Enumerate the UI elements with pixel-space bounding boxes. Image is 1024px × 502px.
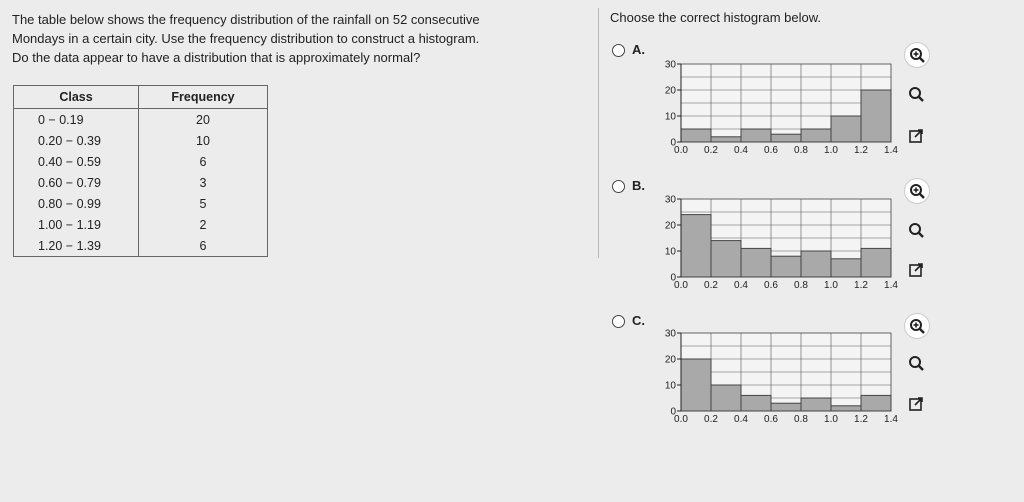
histogram-bar bbox=[741, 129, 771, 142]
x-tick-label: 1.4 bbox=[884, 414, 898, 425]
histogram-b bbox=[645, 191, 910, 297]
class-cell: 0.20 − 0.39 bbox=[14, 130, 139, 151]
frequency-cell: 3 bbox=[139, 172, 268, 193]
question-text bbox=[12, 10, 587, 67]
y-tick-label: 10 bbox=[664, 380, 676, 392]
histogram-bar bbox=[861, 90, 891, 142]
x-tick-label: 1.2 bbox=[854, 145, 868, 156]
frequency-cell: 6 bbox=[139, 151, 268, 172]
option-c-radio[interactable] bbox=[612, 315, 625, 328]
x-tick-label: 0.0 bbox=[674, 145, 688, 156]
frequency-cell: 2 bbox=[139, 214, 268, 235]
histogram-bar bbox=[741, 248, 771, 277]
histogram-bar bbox=[801, 129, 831, 142]
y-tick-label: 10 bbox=[664, 111, 676, 123]
class-cell: 0.80 − 0.99 bbox=[14, 193, 139, 214]
x-tick-label: 0.6 bbox=[764, 280, 778, 291]
x-tick-label: 0.4 bbox=[734, 280, 748, 291]
zoom-in-icon[interactable] bbox=[904, 313, 930, 339]
x-tick-label: 1.0 bbox=[824, 280, 838, 291]
histogram-bar bbox=[711, 241, 741, 277]
x-tick-label: 0.6 bbox=[764, 145, 778, 156]
y-tick-label: 30 bbox=[664, 59, 676, 71]
histogram-c bbox=[645, 325, 910, 431]
x-tick-label: 0.0 bbox=[674, 414, 688, 425]
zoom-out-icon[interactable] bbox=[904, 351, 930, 377]
histogram-bar bbox=[861, 395, 891, 411]
frequency-table bbox=[13, 85, 268, 257]
frequency-cell: 10 bbox=[139, 130, 268, 151]
x-tick-label: 0.4 bbox=[734, 145, 748, 156]
open-external-icon[interactable] bbox=[904, 392, 930, 418]
class-cell: 0 − 0.19 bbox=[14, 109, 139, 131]
question-line-1: The table below shows the frequency distribution of the rainfall on 52 consecutive bbox=[12, 12, 480, 27]
x-tick-label: 1.0 bbox=[824, 145, 838, 156]
x-tick-label: 0.8 bbox=[794, 280, 808, 291]
histogram-bar bbox=[681, 359, 711, 411]
table-row bbox=[14, 235, 268, 257]
histogram-bar bbox=[831, 259, 861, 277]
frequency-cell: 6 bbox=[139, 235, 268, 257]
x-tick-label: 0.2 bbox=[704, 145, 718, 156]
zoom-out-icon[interactable] bbox=[904, 82, 930, 108]
x-tick-label: 0.2 bbox=[704, 414, 718, 425]
histogram-bar bbox=[771, 403, 801, 411]
histogram-bar bbox=[711, 385, 741, 411]
panel-divider bbox=[598, 8, 599, 258]
zoom-out-icon[interactable] bbox=[904, 218, 930, 244]
option-a-label: A. bbox=[632, 42, 645, 57]
open-external-icon[interactable] bbox=[904, 124, 930, 150]
histogram-bar bbox=[741, 395, 771, 411]
x-tick-label: 0.8 bbox=[794, 414, 808, 425]
histogram-bar bbox=[681, 129, 711, 142]
x-tick-label: 0.0 bbox=[674, 280, 688, 291]
zoom-in-icon[interactable] bbox=[904, 42, 930, 68]
histogram-bar bbox=[771, 134, 801, 142]
question-line-2: Mondays in a certain city. Use the frequency distribution to construct a histogram. bbox=[12, 31, 480, 46]
y-tick-label: 30 bbox=[664, 194, 676, 206]
option-b-radio[interactable] bbox=[612, 180, 625, 193]
histogram-bar bbox=[831, 406, 861, 411]
table-row bbox=[14, 172, 268, 193]
option-c-label: C. bbox=[632, 313, 645, 328]
y-tick-label: 20 bbox=[664, 354, 676, 366]
y-tick-label: 30 bbox=[664, 328, 676, 340]
frequency-cell: 5 bbox=[139, 193, 268, 214]
x-tick-label: 0.2 bbox=[704, 280, 718, 291]
histogram-a bbox=[645, 56, 910, 162]
frequency-cell: 20 bbox=[139, 109, 268, 131]
frequency-header: Frequency bbox=[139, 86, 268, 109]
table-header-row bbox=[14, 86, 268, 109]
zoom-in-icon[interactable] bbox=[904, 178, 930, 204]
question-line-3: Do the data appear to have a distribution that is approximately normal? bbox=[12, 50, 421, 65]
histogram-bar bbox=[861, 248, 891, 277]
class-header: Class bbox=[14, 86, 139, 109]
histogram-bar bbox=[771, 256, 801, 277]
option-a-radio[interactable] bbox=[612, 44, 625, 57]
y-tick-label: 10 bbox=[664, 246, 676, 258]
class-cell: 0.40 − 0.59 bbox=[14, 151, 139, 172]
table-row bbox=[14, 109, 268, 131]
x-tick-label: 0.4 bbox=[734, 414, 748, 425]
answer-prompt: Choose the correct histogram below. bbox=[610, 10, 821, 25]
y-tick-label: 0 bbox=[670, 406, 676, 418]
x-tick-label: 0.6 bbox=[764, 414, 778, 425]
y-tick-label: 0 bbox=[670, 272, 676, 284]
option-b-label: B. bbox=[632, 178, 645, 193]
y-tick-label: 20 bbox=[664, 220, 676, 232]
x-tick-label: 1.2 bbox=[854, 414, 868, 425]
histogram-bar bbox=[831, 116, 861, 142]
x-tick-label: 1.4 bbox=[884, 280, 898, 291]
histogram-bar bbox=[681, 215, 711, 277]
x-tick-label: 1.2 bbox=[854, 280, 868, 291]
histogram-bar bbox=[801, 398, 831, 411]
x-tick-label: 1.4 bbox=[884, 145, 898, 156]
table-row bbox=[14, 151, 268, 172]
histogram-bar bbox=[801, 251, 831, 277]
histogram-bar bbox=[711, 137, 741, 142]
x-tick-label: 1.0 bbox=[824, 414, 838, 425]
x-tick-label: 0.8 bbox=[794, 145, 808, 156]
class-cell: 0.60 − 0.79 bbox=[14, 172, 139, 193]
table-row bbox=[14, 214, 268, 235]
open-external-icon[interactable] bbox=[904, 258, 930, 284]
table-row bbox=[14, 130, 268, 151]
y-tick-label: 0 bbox=[670, 137, 676, 149]
class-cell: 1.00 − 1.19 bbox=[14, 214, 139, 235]
table-row bbox=[14, 193, 268, 214]
y-tick-label: 20 bbox=[664, 85, 676, 97]
class-cell: 1.20 − 1.39 bbox=[14, 235, 139, 257]
